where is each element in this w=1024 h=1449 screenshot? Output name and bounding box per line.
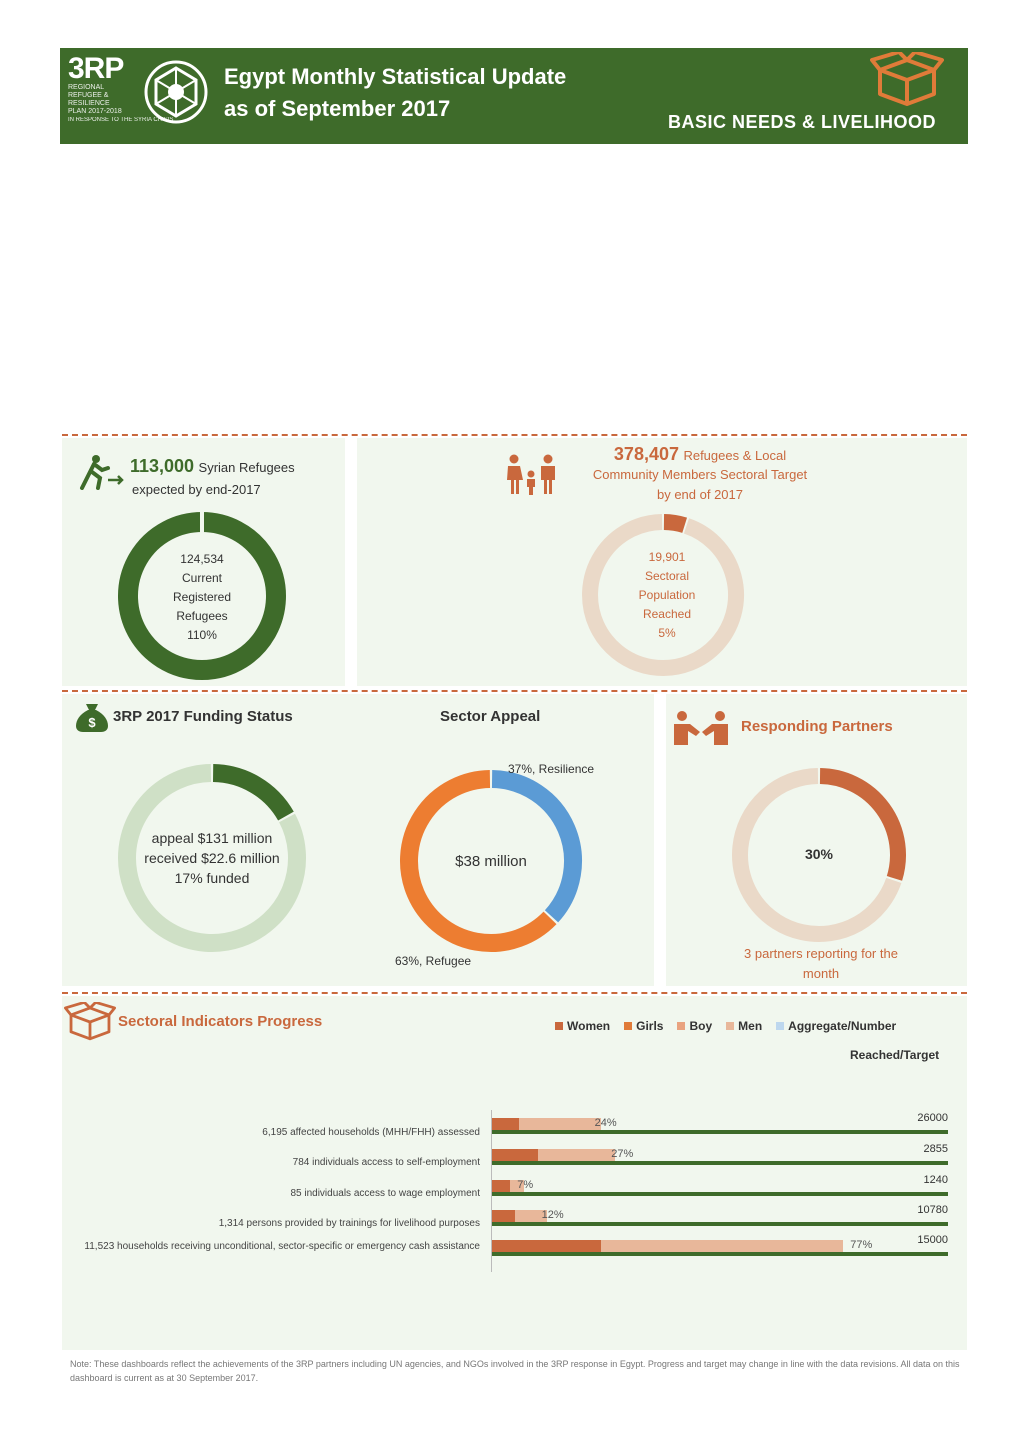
reached-label: Reached [642, 607, 692, 621]
legend-label: Aggregate/Number [788, 1019, 897, 1033]
target-text: Community Members Sectoral Target [592, 467, 808, 482]
refugees-donut-label [148, 550, 256, 645]
current-label: Refugees [176, 609, 228, 623]
funding-donut-label [130, 828, 294, 888]
legend-item [677, 1019, 712, 1033]
page-subtitle: as of September 2017 [224, 96, 451, 121]
legend-label: Girls [636, 1019, 664, 1033]
indicator-label: 11,523 households receiving unconditional, sector-specific or emergency cash assistance [84, 1241, 480, 1252]
indicator-target-line [492, 1130, 948, 1134]
indicator-bar-men [538, 1149, 616, 1161]
refugee-label: 63%, Refugee [395, 954, 472, 968]
partners-note-line: 3 partners reporting for the [744, 946, 898, 961]
resilience-label: 37%, Resilience [508, 762, 595, 776]
target-value: 378,407 [613, 444, 679, 464]
funding-pct: 17% funded [174, 870, 250, 886]
indicator-bar-women [492, 1240, 601, 1252]
reached-value: 19,901 [648, 550, 686, 564]
reached-pct: 5% [658, 626, 676, 640]
current-pct: 110% [187, 628, 217, 642]
indicators-panel [62, 996, 967, 1350]
donut-slice [664, 522, 685, 525]
logo-text: 3RP [68, 52, 124, 85]
current-label: Current [181, 571, 222, 585]
donut-slice [213, 773, 286, 816]
legend-item [726, 1019, 762, 1033]
logo-line: RESILIENCE [68, 100, 110, 107]
funding-title: 3RP 2017 Funding Status [113, 708, 293, 725]
indicator-target-line [492, 1252, 948, 1256]
legend-item [776, 1019, 896, 1033]
indicator-percent: 24% [594, 1117, 617, 1129]
partners-note [706, 944, 936, 984]
indicator-bar-men [601, 1240, 843, 1252]
indicator-target-line [492, 1222, 948, 1226]
indicator-label: 85 individuals access to wage employment [290, 1188, 480, 1199]
indicator-target-line [492, 1161, 948, 1165]
legend-label: Men [738, 1019, 763, 1033]
logo-line: PLAN 2017-2018 [68, 108, 122, 115]
target-donut-label [612, 548, 722, 643]
logo [68, 52, 174, 124]
logo-line: REFUGEE & [68, 92, 109, 99]
indicator-label: 6,195 affected households (MHH/FHH) assessed [262, 1127, 480, 1138]
indicator-bar-women [492, 1210, 515, 1222]
family-icon [504, 454, 558, 496]
legend-item [555, 1019, 610, 1033]
indicator-bar-women [492, 1118, 519, 1130]
box-icon [64, 1002, 116, 1042]
target-text: Refugees & Local [683, 448, 787, 463]
sector-label: BASIC NEEDS & LIVELIHOOD [668, 112, 937, 132]
indicator-percent: 12% [541, 1209, 564, 1221]
indicator-target: 26000 [917, 1112, 948, 1124]
indicator-target: 2855 [923, 1143, 948, 1155]
indicator-percent: 27% [611, 1148, 634, 1160]
box-icon [870, 52, 944, 108]
divider [62, 690, 967, 692]
indicator-target: 1240 [923, 1174, 948, 1186]
reached-label: Sectoral [644, 569, 690, 583]
funding-received: received $22.6 million [144, 850, 280, 866]
current-value: 124,534 [180, 552, 224, 566]
divider [62, 992, 967, 994]
indicator-target: 15000 [917, 1234, 948, 1246]
expected-value: 113,000 [130, 456, 195, 476]
partners-note-line: month [802, 966, 840, 981]
indicator-target: 10780 [917, 1204, 948, 1216]
target-text: by end of 2017 [656, 487, 744, 502]
appeal-center: $38 million [455, 853, 527, 870]
page-title: Egypt Monthly Statistical Update [224, 64, 567, 89]
indicator-bar-women [492, 1149, 538, 1161]
donut-slice [492, 779, 573, 916]
funding-appeal: appeal $131 million [151, 830, 273, 846]
current-label: Registered [172, 590, 232, 604]
indicator-bar-women [492, 1180, 510, 1192]
legend-label: Women [567, 1019, 611, 1033]
partners-title: Responding Partners [741, 718, 893, 735]
money-bag-icon [76, 702, 108, 732]
logo-line: IN RESPONSE TO THE SYRIA CRISIS [68, 117, 174, 123]
legend-item [624, 1019, 663, 1033]
indicator-axis [491, 1110, 492, 1272]
expected-sub: expected by end-2017 [132, 482, 261, 497]
logo-emblem-icon [142, 58, 210, 126]
indicator-percent: 77% [850, 1239, 873, 1251]
person-walking-icon [78, 454, 126, 490]
divider [62, 434, 967, 436]
indicator-percent: 7% [517, 1179, 534, 1191]
expected-refugees [130, 456, 295, 477]
logo-line: REGIONAL [68, 84, 105, 91]
svg-text:$: $ [88, 715, 96, 730]
partners-pct: 30% [804, 846, 834, 862]
handshake-icon [672, 710, 730, 746]
indicators-title: Sectoral Indicators Progress [118, 1013, 323, 1030]
legend-label: Boy [689, 1019, 713, 1033]
indicator-label: 1,314 persons provided by trainings for livelihood purposes [218, 1218, 480, 1229]
sector-target [560, 444, 840, 505]
indicator-target-line [492, 1192, 948, 1196]
reached-target-label: Reached/Target [850, 1048, 940, 1062]
appeal-title: Sector Appeal [440, 708, 541, 725]
header-banner [60, 48, 968, 144]
footnote: Note: These dashboards reflect the achievements of the 3RP partners including UN agencies, and NGOs involved in the 3RP response in Egypt. Progress and target may change in line with the data revisions. All data on this dashboard is current as at 30 September 2017. [70, 1359, 960, 1383]
reached-label: Population [638, 588, 696, 602]
indicator-bar-men [519, 1118, 601, 1130]
expected-text: Syrian Refugees [198, 460, 295, 475]
chart-legend [555, 1019, 896, 1033]
indicator-label: 784 individuals access to self-employment [292, 1157, 480, 1168]
